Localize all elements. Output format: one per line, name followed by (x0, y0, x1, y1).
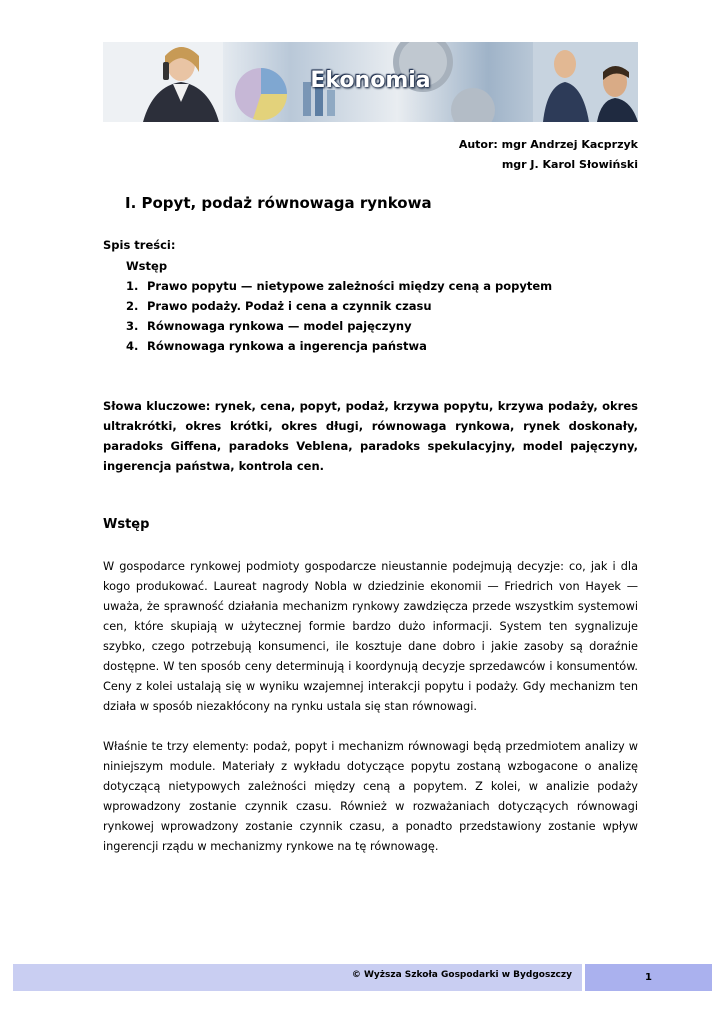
toc-item-text: Prawo popytu — nietypowe zależności między ceną a popytem (147, 279, 553, 293)
author-line-2: mgr J. Karol Słowiński (501, 158, 638, 171)
keywords-paragraph: Słowa kluczowe: rynek, cena, popyt, podaż, krzywa popytu, krzywa podaży, okres ultrakrótki, okres krótki, okres długi, równowaga rynkowa, rynek doskonały, paradoks Giffena, paradoks Veblena, paradoks spekulacyjny, model pajęczyny, ingerencja państwa, kontrola cen. (103, 399, 638, 473)
toc-item-3 (126, 319, 412, 333)
footer-copyright: © Wyższa Szkoła Gospodarki w Bydgoszczy (351, 970, 572, 980)
toc-item-2 (126, 299, 432, 313)
footer-bar (13, 964, 582, 991)
toc-item-number: 1. (126, 279, 139, 293)
toc-item-number: 3. (126, 319, 139, 333)
author-line-1: Autor: mgr Andrzej Kacprzyk (458, 138, 638, 151)
toc-item-text: Równowaga rynkowa a ingerencja państwa (147, 339, 427, 353)
intro-heading: Wstęp (103, 517, 150, 532)
toc-item-4 (126, 339, 427, 353)
body-paragraph-2: Właśnie te trzy elementy: podaż, popyt i mechanizm równowagi będą przedmiotem analizy w niniejszym module. Materiały z wykładu dotyczące popytu zostaną wzbogacone o analizę dotyczącą nietypowych zależności między ceną a popytem. Z kolei, w analizie podaży wprowadzony zostanie czynnik czasu. Również w rozważaniach dotyczących równowagi rynkowej wprowadzony zostanie czynnik czasu, a ponadto przedstawiony zostanie wpływ ingerencji rządu w mechanizmy rynkowe na tę równowagę. (103, 740, 638, 853)
section-title: I. Popyt, podaż równowaga rynkowa (125, 194, 432, 212)
page-number: 1 (585, 964, 712, 991)
toc-item-number: 2. (126, 299, 139, 313)
toc-item-intro: Wstęp (126, 259, 168, 273)
body-paragraph-1: W gospodarce rynkowej podmioty gospodarcze nieustannie podejmują decyzje: co, jak i dla kogo produkować. Laureat nagrody Nobla w dziedzinie ekonomii — Friedrich von Hayek — uważa, że sprawność działania mechanizm rynkowy zawdzięcza przede wszystkim systemowi cen, które skupiają w użytecznej formie bardzo dużo informacji. System ten sygnalizuje szybko, czego potrzebują konsumenci, ile kosztuje dane dobro i jakie zasoby są doraźnie dostępne. W ten sposób ceny determinują i koordynują decyzje sprzedawców i konsumentów. Ceny z kolei ustalają się w wyniku wzajemnej interakcji popytu i podaży. Gdy mechanizm ten działa w sposób niezakłócony na rynku ustala się stan równowagi. (103, 560, 638, 713)
banner-title: Ekonomia (310, 68, 431, 93)
header-banner (103, 42, 638, 122)
toc-item-1 (126, 279, 552, 293)
toc-item-text: Równowaga rynkowa — model pajęczyny (147, 319, 412, 333)
toc-heading: Spis treści: (103, 238, 176, 252)
toc-item-number: 4. (126, 339, 139, 353)
toc-item-text: Prawo podaży. Podaż i cena a czynnik czasu (147, 299, 432, 313)
